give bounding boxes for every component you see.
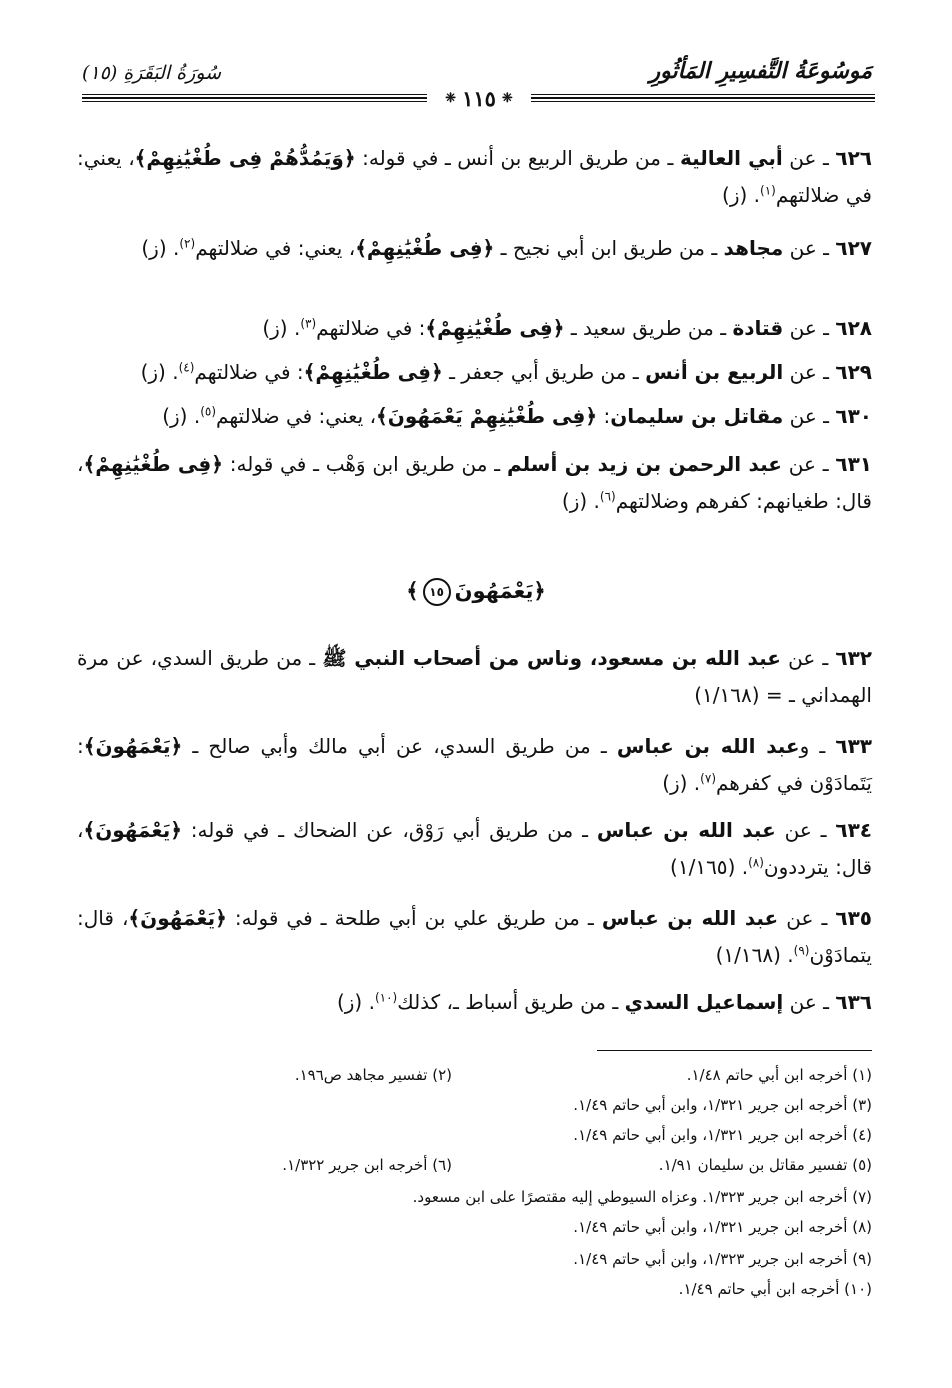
text-segment: ـ عن [782,146,836,170]
text-segment: ـ من طريق ابن وَهْب ـ في قوله: [223,452,507,476]
narration-number: ٦٢٦ [835,146,873,170]
narration-paragraph [77,900,872,974]
narration-paragraph [77,640,872,714]
footnote: (١) أخرجه ابن أبي حاتم ١/٤٨. [686,1066,872,1084]
ayah-number: ١٥ [423,578,451,606]
narration-paragraph [77,354,872,391]
text-segment: ـ عن [783,360,836,384]
text-segment: . (ز) [140,360,179,384]
text-segment: ، يعني: في ضلالتهم [77,146,872,207]
narrator-name: عبد الرحمن بن زيد بن أسلم [506,452,782,476]
text-segment: ـ عن [781,452,836,476]
text-segment: ـ من طريق أسباط ـ، كذلك [397,990,625,1014]
footnote: (٨) أخرجه ابن جرير ١/٣٢١، وابن أبي حاتم ١/٤٩. [573,1218,872,1236]
narrator-name: عبد الله بن عباس [601,906,779,930]
text-segment: . (ز) [561,489,600,513]
text-segment: ـ من طريق السدي، عن أبي مالك وأبي صالح ـ [182,734,617,758]
quran-quote: ﴿يَعْمَهُونَ﴾ [83,818,182,842]
footnote: (٢) تفسير مجاهد ص١٩٦. [294,1066,452,1084]
text-segment: : يَتَمادَوْن في كفرهم [77,734,872,795]
footnote: (٣) أخرجه ابن جرير ١/٣٢١، وابن أبي حاتم ١/٤٩. [573,1096,872,1114]
text-segment: . (ز) [336,990,375,1014]
footnote-row [77,1280,872,1306]
footnote-row [77,1126,872,1152]
footnote-ref: (٥) [200,404,217,419]
narration-number: ٦٣١ [835,452,872,476]
narration-paragraph [77,446,872,520]
narration-number: ٦٣٤ [835,818,872,842]
text-segment: ـ من طريق ابن أبي نجيح ـ [494,236,724,260]
footnote-ref: (٨) [748,855,764,870]
narration-number: ٦٣٠ [835,404,872,428]
text-segment: : [597,404,611,428]
narrator-name: مقاتل بن سليمان [610,404,784,428]
quran-quote: ﴿وَيَمُدُّهُمْ فِى طُغْيَٰنِهِمْ﴾ [134,146,356,170]
quran-quote: ﴿فِى طُغْيَٰنِهِمْ﴾ [83,452,223,476]
text-segment: ـ من طريق سعيد ـ [564,316,733,340]
narration-number: ٦٣٥ [835,906,872,930]
text-segment: : في ضلالتهم [194,360,304,384]
footnote-separator [597,1050,872,1051]
footnote-row [77,1096,872,1122]
text-segment: ـ من طريق علي بن أبي طلحة ـ في قوله: [226,906,602,930]
text-segment: ، قال: طغيانهم: كفرهم وضلالتهم [77,452,872,513]
text-segment: ـ من طريق السدي، عن مرة الهمداني ـ = [77,646,872,707]
footnote-ref: (٢) [179,236,196,251]
text-segment: . (ز) [141,236,180,260]
narrator-name: عبد الله بن مسعود، وناس من أصحاب النبي ﷺ [322,646,781,670]
footnote-row [77,1188,872,1214]
text-segment: ، قال: يترددون [77,818,872,879]
footnote-ref: (٤) [178,360,195,375]
footnote-ref: (٣) [300,316,317,331]
quran-quote: ﴿فِى طُغْيَٰنِهِمْ﴾ [355,236,495,260]
page-number-box [427,86,531,110]
text-segment: . (ز) [162,404,201,428]
footnote: (١٠) أخرجه ابن أبي حاتم ١/٤٩. [678,1280,872,1298]
text-segment: ـ من طريق أبي رَوْق، عن الضحاك ـ في قوله: [181,818,597,842]
text-segment: ـ عن [783,990,836,1014]
footnote-row [77,1250,872,1276]
text-segment: ـ عن [775,818,836,842]
narration-paragraph [77,812,872,886]
narrator-name: عبد الله بن عباس [596,818,776,842]
text-segment: . (ز) [722,183,760,207]
narration-paragraph [77,230,872,267]
text-segment: ، قال: يتمادَوْن [77,906,872,967]
text-segment: ـ من طريق أبي جعفر ـ [442,360,646,384]
footnote-row [77,1066,872,1092]
text-segment: ـ عن [780,646,836,670]
text-segment: . (١/١٦٥) [670,855,749,879]
narration-number: ٦٣٦ [835,990,872,1014]
narration-paragraph [77,728,872,802]
footnote-ref: (١٠) [374,990,398,1005]
narration-number: ٦٢٨ [835,316,872,340]
text-segment: ـ و [799,734,836,758]
narration-paragraph [77,310,872,347]
footnote: (٤) أخرجه ابن جرير ١/٣٢١، وابن أبي حاتم ١/٤٩. [573,1126,872,1144]
footnote-row [77,1156,872,1182]
narrator-name: الربيع بن أنس [645,360,784,384]
quran-quote: ﴿يَعْمَهُونَ﴾ [128,906,227,930]
text-segment: . (١/١٦٨) [715,943,794,967]
narration-paragraph [77,140,872,214]
text-segment: ـ عن [783,316,836,340]
quran-quote: ﴿يَعْمَهُونَ﴾ [83,734,183,758]
quran-quote: ﴿فِى طُغْيَٰنِهِمْ﴾ [425,316,565,340]
ornament-icon: ❈ [501,90,513,106]
footnote: (٩) أخرجه ابن جرير ١/٣٢٣، وابن أبي حاتم ١/٤٩. [573,1250,872,1268]
verse-word: يَعْمَهُونَ [454,579,534,603]
footnote: (٧) أخرجه ابن جرير ١/٣٢٣. وعزاه السيوطي إليه مقتصرًا على ابن مسعود. [412,1188,872,1206]
quran-quote: ﴿فِى طُغْيَٰنِهِمْ يَعْمَهُونَ﴾ [376,404,598,428]
text-segment: : في ضلالتهم [316,316,426,340]
page-number: ١١٥ [462,85,496,111]
quran-quote: ﴿فِى طُغْيَٰنِهِمْ﴾ [303,360,443,384]
text-segment: ـ عن [778,906,836,930]
footnote-ref: (٧) [700,771,716,786]
narrator-name: مجاهد [723,236,784,260]
surah-label: سُورَةُ البَقَرَةِ (١٥) [82,62,222,84]
footnote-ref: (٩) [793,943,810,958]
narrator-name: أبي العالية [679,146,783,170]
footnote: (٥) تفسير مقاتل بن سليمان ١/٩١. [658,1156,872,1174]
text-segment: ـ من طريق الربيع بن أنس ـ في قوله: [355,146,680,170]
text-segment: ـ عن [783,404,836,428]
narration-paragraph [77,398,872,435]
bracket-close: ﴾ [406,579,419,603]
narrator-name: قتادة [732,316,784,340]
text-segment: . (ز) [262,316,301,340]
text-segment: ، يعني: في ضلالتهم [216,404,377,428]
narrator-name: إسماعيل السدي [624,990,784,1014]
narration-number: ٦٢٩ [835,360,872,384]
footnote: (٦) أخرجه ابن جرير ١/٣٢٢. [282,1156,452,1174]
text-segment: ـ عن [783,236,836,260]
bracket-open: ﴿ [533,579,546,603]
footnote-row [77,1218,872,1244]
narrator-name: عبد الله بن عباس [616,734,800,758]
book-title: مَوسُوعَةُ التَّفسِيرِ المَأثُورِ [649,58,872,84]
narration-number: ٦٢٧ [835,236,872,260]
ornament-icon: ❈ [445,90,457,106]
narration-number: ٦٣٣ [835,734,873,758]
verse-heading [0,578,952,606]
narration-number: ٦٣٢ [835,646,873,670]
footnote-ref: (٦) [599,489,616,504]
text-segment: ، يعني: في ضلالتهم [195,236,356,260]
narration-paragraph [77,984,872,1021]
footnote-ref: (١) [760,183,776,198]
text-segment: (١/١٦٨) [694,683,760,707]
text-segment: . (ز) [662,771,701,795]
